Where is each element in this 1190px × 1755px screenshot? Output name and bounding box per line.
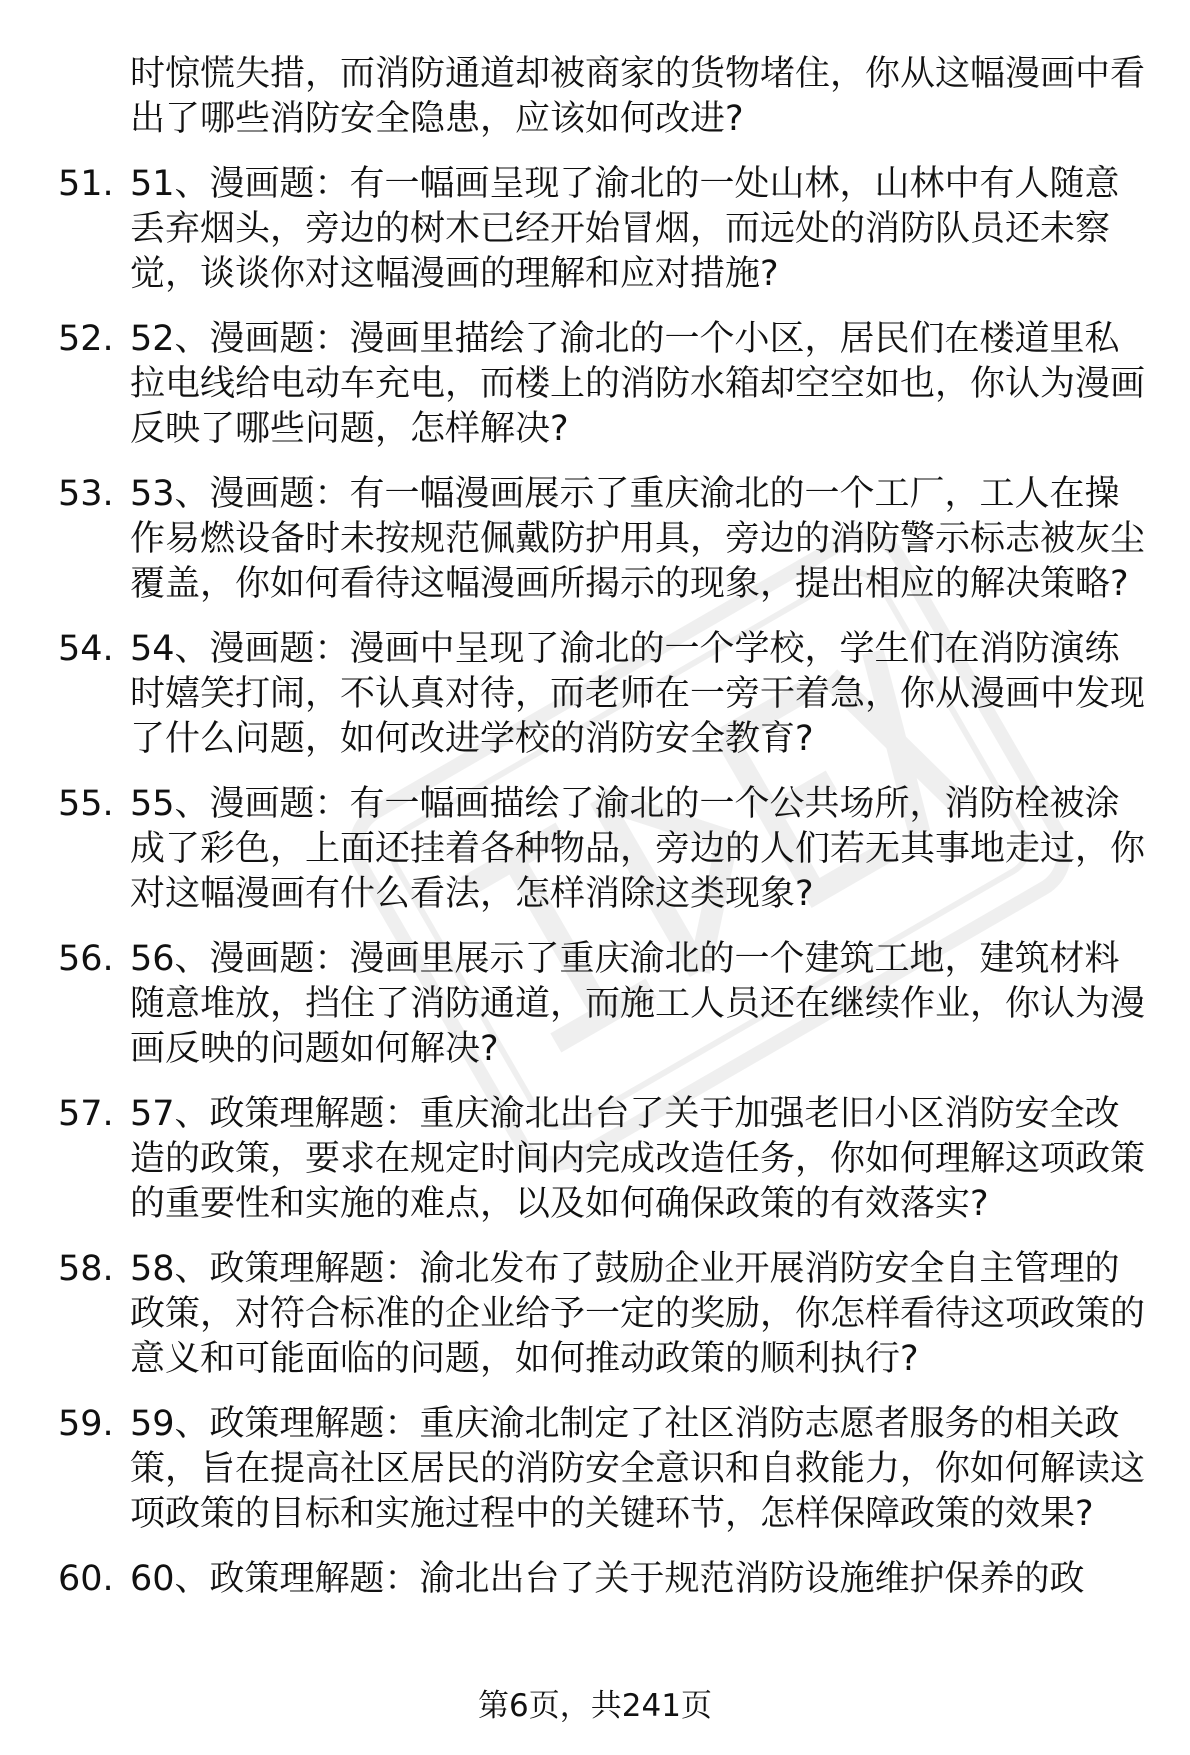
item-number: 58. xyxy=(58,1249,114,1289)
list-item xyxy=(58,1402,1158,1537)
item-text: 54、漫画题：漫画中呈现了渝北的一个学校，学生们在消防演练时嬉笑打闹，不认真对待，而老师在一旁干着急，你从漫画中发现了什么问题，如何改进学校的消防安全教育? xyxy=(130,629,1146,759)
item-number: 54. xyxy=(58,629,114,669)
item-number: 57. xyxy=(58,1094,114,1134)
list-item xyxy=(58,627,1158,762)
list-item xyxy=(58,1247,1158,1382)
list-item xyxy=(58,162,1158,297)
item-text: 52、漫画题：漫画里描绘了渝北的一个小区，居民们在楼道里私拉电线给电动车充电，而楼上的消防水箱却空空如也，你认为漫画反映了哪些问题，怎样解决? xyxy=(130,319,1146,449)
list-item xyxy=(58,937,1158,1072)
list-item xyxy=(58,472,1158,607)
item-text: 51、漫画题：有一幅画呈现了渝北的一处山林，山林中有人随意丢弃烟头，旁边的树木已经开始冒烟，而远处的消防队员还未察觉，谈谈你对这幅漫画的理解和应对措施? xyxy=(130,164,1120,294)
item-number: 53. xyxy=(58,474,114,514)
item-text: 60、政策理解题：渝北出台了关于规范消防设施维护保养的政 xyxy=(130,1559,1085,1599)
question-list xyxy=(58,52,1158,1602)
item-number: 59. xyxy=(58,1404,114,1444)
item-number: 56. xyxy=(58,939,114,979)
list-item xyxy=(58,782,1158,917)
item-number: 52. xyxy=(58,319,114,359)
item-number: 51. xyxy=(58,164,114,204)
list-item xyxy=(58,1092,1158,1227)
item-text: 59、政策理解题：重庆渝北制定了社区消防志愿者服务的相关政策，旨在提高社区居民的消防安全意识和自救能力，你如何解读这项政策的目标和实施过程中的关键环节，怎样保障政策的效果? xyxy=(130,1404,1146,1534)
item-number: 60. xyxy=(58,1559,114,1599)
item-number: 55. xyxy=(58,784,114,824)
page-number-footer: 第6页，共241页 xyxy=(478,1688,712,1724)
item-text: 58、政策理解题：渝北发布了鼓励企业开展消防安全自主管理的政策，对符合标准的企业给予一定的奖励，你怎样看待这项政策的意义和可能面临的问题，如何推动政策的顺利执行? xyxy=(130,1249,1146,1379)
continued-paragraph: 时惊慌失措，而消防通道却被商家的货物堵住，你从这幅漫画中看出了哪些消防安全隐患，应该如何改进? xyxy=(130,54,1146,139)
item-text: 57、政策理解题：重庆渝北出台了关于加强老旧小区消防安全改造的政策，要求在规定时间内完成改造任务，你如何理解这项政策的重要性和实施的难点，以及如何确保政策的有效落实? xyxy=(130,1094,1146,1224)
item-text: 53、漫画题：有一幅漫画展示了重庆渝北的一个工厂，工人在操作易燃设备时未按规范佩戴防护用具，旁边的消防警示标志被灰尘覆盖，你如何看待这幅漫画所揭示的现象，提出相应的解决策略? xyxy=(130,474,1146,604)
list-item xyxy=(58,1557,1158,1602)
list-item xyxy=(58,317,1158,452)
item-text: 56、漫画题：漫画里展示了重庆渝北的一个建筑工地，建筑材料随意堆放，挡住了消防通道，而施工人员还在继续作业，你认为漫画反映的问题如何解决? xyxy=(130,939,1146,1069)
item-text: 55、漫画题：有一幅画描绘了渝北的一个公共场所，消防栓被涂成了彩色，上面还挂着各种物品，旁边的人们若无其事地走过，你对这幅漫画有什么看法，怎样消除这类现象? xyxy=(130,784,1146,914)
